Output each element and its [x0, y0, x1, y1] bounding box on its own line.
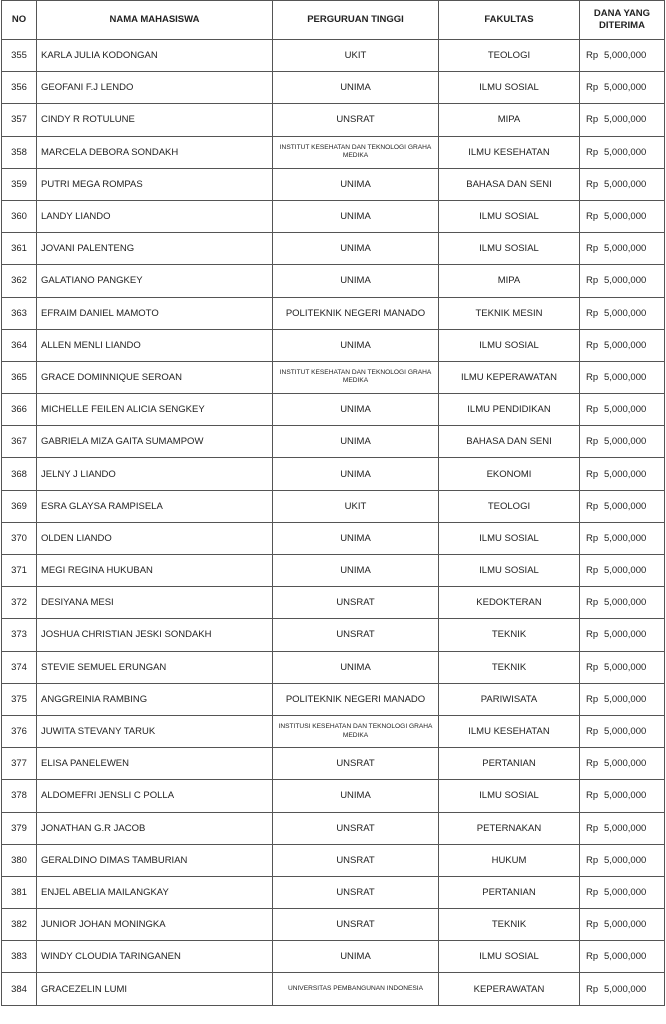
faculty: MIPA	[439, 104, 580, 136]
faculty: TEOLOGI	[439, 40, 580, 72]
student-name: MARCELA DEBORA SONDAKH	[37, 136, 273, 168]
student-name: ALLEN MENLI LIANDO	[37, 329, 273, 361]
row-number: 377	[2, 748, 37, 780]
university: UNIMA	[273, 394, 439, 426]
faculty: MIPA	[439, 265, 580, 297]
col-header-faculty: FAKULTAS	[439, 1, 580, 40]
student-name: GRACE DOMINNIQUE SEROAN	[37, 361, 273, 393]
currency-label: Rp	[586, 211, 599, 223]
faculty: BAHASA DAN SENI	[439, 426, 580, 458]
student-name: STEVIE SEMUEL ERUNGAN	[37, 651, 273, 683]
table-row	[2, 394, 665, 426]
amount-value: 5,000,000	[604, 886, 647, 898]
faculty: HUKUM	[439, 844, 580, 876]
faculty: TEKNIK	[439, 909, 580, 941]
row-number: 382	[2, 909, 37, 941]
table-row	[2, 683, 665, 715]
amount-value: 5,000,000	[604, 500, 647, 512]
university: UNIMA	[273, 72, 439, 104]
amount-cell	[580, 329, 665, 361]
student-name: CINDY R ROTULUNE	[37, 104, 273, 136]
university: UKIT	[273, 40, 439, 72]
table-row	[2, 973, 665, 1005]
student-name: GRACEZELIN LUMI	[37, 973, 273, 1005]
row-number: 371	[2, 555, 37, 587]
amount-cell	[580, 200, 665, 232]
faculty: ILMU SOSIAL	[439, 233, 580, 265]
table-row	[2, 329, 665, 361]
university: UNIMA	[273, 780, 439, 812]
student-name: GALATIANO PANGKEY	[37, 265, 273, 297]
university: UNSRAT	[273, 104, 439, 136]
university: UNSRAT	[273, 812, 439, 844]
row-number: 359	[2, 168, 37, 200]
table-row	[2, 490, 665, 522]
faculty: ILMU SOSIAL	[439, 329, 580, 361]
university: UNSRAT	[273, 619, 439, 651]
amount-cell	[580, 136, 665, 168]
student-name: EFRAIM DANIEL MAMOTO	[37, 297, 273, 329]
student-name: OLDEN LIANDO	[37, 522, 273, 554]
faculty: ILMU PENDIDIKAN	[439, 394, 580, 426]
amount-value: 5,000,000	[604, 436, 647, 448]
faculty: ILMU KESEHATAN	[439, 136, 580, 168]
university: UNIMA	[273, 265, 439, 297]
student-name: ENJEL ABELIA MAILANGKAY	[37, 876, 273, 908]
currency-label: Rp	[586, 919, 599, 931]
university: UNIMA	[273, 458, 439, 490]
row-number: 362	[2, 265, 37, 297]
row-number: 368	[2, 458, 37, 490]
table-header-row	[2, 1, 665, 40]
amount-cell	[580, 458, 665, 490]
currency-label: Rp	[586, 597, 599, 609]
row-number: 384	[2, 973, 37, 1005]
currency-label: Rp	[586, 629, 599, 641]
row-number: 381	[2, 876, 37, 908]
table-row	[2, 361, 665, 393]
amount-cell	[580, 909, 665, 941]
amount-cell	[580, 361, 665, 393]
faculty: ILMU SOSIAL	[439, 200, 580, 232]
university: INSTITUSI KESEHATAN DAN TEKNOLOGI GRAHA MEDIKA	[273, 715, 439, 747]
table-row	[2, 876, 665, 908]
faculty: TEKNIK MESIN	[439, 297, 580, 329]
table-row	[2, 812, 665, 844]
row-number: 366	[2, 394, 37, 426]
row-number: 380	[2, 844, 37, 876]
amount-value: 5,000,000	[604, 983, 647, 995]
currency-label: Rp	[586, 790, 599, 802]
row-number: 358	[2, 136, 37, 168]
row-number: 361	[2, 233, 37, 265]
student-name: ALDOMEFRI JENSLI C POLLA	[37, 780, 273, 812]
amount-cell	[580, 619, 665, 651]
amount-cell	[580, 748, 665, 780]
student-name: JUWITA STEVANY TARUK	[37, 715, 273, 747]
amount-value: 5,000,000	[604, 82, 647, 94]
currency-label: Rp	[586, 146, 599, 158]
row-number: 370	[2, 522, 37, 554]
col-header-amount	[580, 1, 665, 40]
university: UNIMA	[273, 200, 439, 232]
amount-value: 5,000,000	[604, 146, 647, 158]
faculty: PERTANIAN	[439, 748, 580, 780]
table-row	[2, 233, 665, 265]
faculty: ILMU SOSIAL	[439, 780, 580, 812]
university: UNSRAT	[273, 748, 439, 780]
student-name: MEGI REGINA HUKUBAN	[37, 555, 273, 587]
table-row	[2, 844, 665, 876]
currency-label: Rp	[586, 500, 599, 512]
table-row	[2, 72, 665, 104]
table-row	[2, 40, 665, 72]
table-row	[2, 200, 665, 232]
currency-label: Rp	[586, 468, 599, 480]
faculty: ILMU SOSIAL	[439, 72, 580, 104]
amount-value: 5,000,000	[604, 50, 647, 62]
university: POLITEKNIK NEGERI MANADO	[273, 683, 439, 715]
amount-value: 5,000,000	[604, 371, 647, 383]
row-number: 367	[2, 426, 37, 458]
faculty: ILMU SOSIAL	[439, 555, 580, 587]
amount-cell	[580, 40, 665, 72]
currency-label: Rp	[586, 307, 599, 319]
row-number: 360	[2, 200, 37, 232]
amount-value: 5,000,000	[604, 178, 647, 190]
amount-cell	[580, 780, 665, 812]
row-number: 369	[2, 490, 37, 522]
table-row	[2, 522, 665, 554]
amount-value: 5,000,000	[604, 854, 647, 866]
row-number: 379	[2, 812, 37, 844]
row-number: 356	[2, 72, 37, 104]
amount-value: 5,000,000	[604, 565, 647, 577]
col-header-no: NO	[2, 1, 37, 40]
amount-cell	[580, 973, 665, 1005]
row-number: 364	[2, 329, 37, 361]
university: UNIMA	[273, 941, 439, 973]
faculty: ILMU KESEHATAN	[439, 715, 580, 747]
currency-label: Rp	[586, 532, 599, 544]
currency-label: Rp	[586, 854, 599, 866]
currency-label: Rp	[586, 436, 599, 448]
student-name: GERALDINO DIMAS TAMBURIAN	[37, 844, 273, 876]
row-number: 375	[2, 683, 37, 715]
currency-label: Rp	[586, 371, 599, 383]
amount-cell	[580, 651, 665, 683]
currency-label: Rp	[586, 275, 599, 287]
student-name: JELNY J LIANDO	[37, 458, 273, 490]
faculty: ILMU SOSIAL	[439, 522, 580, 554]
university: UKIT	[273, 490, 439, 522]
amount-value: 5,000,000	[604, 758, 647, 770]
amount-value: 5,000,000	[604, 629, 647, 641]
currency-label: Rp	[586, 339, 599, 351]
table-row	[2, 909, 665, 941]
amount-value: 5,000,000	[604, 532, 647, 544]
faculty: TEKNIK	[439, 619, 580, 651]
amount-value: 5,000,000	[604, 307, 647, 319]
amount-cell	[580, 522, 665, 554]
table-row	[2, 265, 665, 297]
student-name: ELISA PANELEWEN	[37, 748, 273, 780]
amount-cell	[580, 72, 665, 104]
currency-label: Rp	[586, 983, 599, 995]
amount-cell	[580, 876, 665, 908]
currency-label: Rp	[586, 404, 599, 416]
row-number: 378	[2, 780, 37, 812]
student-name: MICHELLE FEILEN ALICIA SENGKEY	[37, 394, 273, 426]
amount-value: 5,000,000	[604, 468, 647, 480]
student-name: JUNIOR JOHAN MONINGKA	[37, 909, 273, 941]
table-row	[2, 651, 665, 683]
col-header-amount-line2: DITERIMA	[599, 20, 645, 31]
currency-label: Rp	[586, 82, 599, 94]
currency-label: Rp	[586, 758, 599, 770]
amount-value: 5,000,000	[604, 726, 647, 738]
col-header-amount-line1: DANA YANG	[593, 8, 651, 19]
student-name: WINDY CLOUDIA TARINGANEN	[37, 941, 273, 973]
university: UNIMA	[273, 329, 439, 361]
university: UNSRAT	[273, 844, 439, 876]
amount-value: 5,000,000	[604, 951, 647, 963]
student-name: KARLA JULIA KODONGAN	[37, 40, 273, 72]
faculty: TEKNIK	[439, 651, 580, 683]
table-row	[2, 941, 665, 973]
amount-cell	[580, 265, 665, 297]
faculty: PERTANIAN	[439, 876, 580, 908]
amount-value: 5,000,000	[604, 693, 647, 705]
amount-cell	[580, 715, 665, 747]
row-number: 363	[2, 297, 37, 329]
amount-value: 5,000,000	[604, 404, 647, 416]
currency-label: Rp	[586, 822, 599, 834]
faculty: KEPERAWATAN	[439, 973, 580, 1005]
currency-label: Rp	[586, 886, 599, 898]
row-number: 357	[2, 104, 37, 136]
row-number: 372	[2, 587, 37, 619]
currency-label: Rp	[586, 114, 599, 126]
student-name: PUTRI MEGA ROMPAS	[37, 168, 273, 200]
amount-cell	[580, 555, 665, 587]
amount-cell	[580, 683, 665, 715]
student-name: JOSHUA CHRISTIAN JESKI SONDAKH	[37, 619, 273, 651]
table-row	[2, 458, 665, 490]
table-row	[2, 136, 665, 168]
col-header-name: NAMA MAHASISWA	[37, 1, 273, 40]
amount-value: 5,000,000	[604, 597, 647, 609]
amount-cell	[580, 587, 665, 619]
row-number: 355	[2, 40, 37, 72]
amount-value: 5,000,000	[604, 919, 647, 931]
amount-value: 5,000,000	[604, 339, 647, 351]
amount-value: 5,000,000	[604, 243, 647, 255]
table-row	[2, 715, 665, 747]
amount-value: 5,000,000	[604, 790, 647, 802]
table-row	[2, 780, 665, 812]
table-row	[2, 297, 665, 329]
student-name: GEOFANI F.J LENDO	[37, 72, 273, 104]
amount-cell	[580, 941, 665, 973]
table-body	[2, 40, 665, 1006]
amount-cell	[580, 297, 665, 329]
university: UNIMA	[273, 168, 439, 200]
faculty: BAHASA DAN SENI	[439, 168, 580, 200]
university: UNSRAT	[273, 909, 439, 941]
amount-value: 5,000,000	[604, 822, 647, 834]
student-name: DESIYANA MESI	[37, 587, 273, 619]
faculty: PARIWISATA	[439, 683, 580, 715]
amount-cell	[580, 490, 665, 522]
student-name: GABRIELA MIZA GAITA SUMAMPOW	[37, 426, 273, 458]
university: UNSRAT	[273, 876, 439, 908]
student-name: ESRA GLAYSA RAMPISELA	[37, 490, 273, 522]
currency-label: Rp	[586, 50, 599, 62]
currency-label: Rp	[586, 693, 599, 705]
university: UNIVERSITAS PEMBANGUNAN INDONESIA	[273, 973, 439, 1005]
table-row	[2, 587, 665, 619]
amount-cell	[580, 104, 665, 136]
currency-label: Rp	[586, 661, 599, 673]
student-name: JONATHAN G.R JACOB	[37, 812, 273, 844]
amount-cell	[580, 844, 665, 876]
university: UNIMA	[273, 651, 439, 683]
amount-cell	[580, 394, 665, 426]
faculty: KEDOKTERAN	[439, 587, 580, 619]
amount-value: 5,000,000	[604, 275, 647, 287]
currency-label: Rp	[586, 178, 599, 190]
amount-cell	[580, 426, 665, 458]
university: UNSRAT	[273, 587, 439, 619]
amount-cell	[580, 233, 665, 265]
scholarship-table	[1, 0, 665, 1006]
row-number: 383	[2, 941, 37, 973]
student-name: ANGGREINIA RAMBING	[37, 683, 273, 715]
faculty: EKONOMI	[439, 458, 580, 490]
currency-label: Rp	[586, 726, 599, 738]
student-name: JOVANI PALENTENG	[37, 233, 273, 265]
row-number: 365	[2, 361, 37, 393]
col-header-university: PERGURUAN TINGGI	[273, 1, 439, 40]
amount-value: 5,000,000	[604, 211, 647, 223]
faculty: ILMU KEPERAWATAN	[439, 361, 580, 393]
table-row	[2, 104, 665, 136]
university: UNIMA	[273, 233, 439, 265]
table-row	[2, 555, 665, 587]
currency-label: Rp	[586, 951, 599, 963]
row-number: 376	[2, 715, 37, 747]
table-row	[2, 426, 665, 458]
amount-cell	[580, 812, 665, 844]
row-number: 374	[2, 651, 37, 683]
faculty: PETERNAKAN	[439, 812, 580, 844]
university: UNIMA	[273, 522, 439, 554]
university: POLITEKNIK NEGERI MANADO	[273, 297, 439, 329]
student-name: LANDY LIANDO	[37, 200, 273, 232]
currency-label: Rp	[586, 565, 599, 577]
currency-label: Rp	[586, 243, 599, 255]
table-row	[2, 168, 665, 200]
amount-value: 5,000,000	[604, 661, 647, 673]
row-number: 373	[2, 619, 37, 651]
faculty: ILMU SOSIAL	[439, 941, 580, 973]
faculty: TEOLOGI	[439, 490, 580, 522]
amount-value: 5,000,000	[604, 114, 647, 126]
table-row	[2, 619, 665, 651]
university: UNIMA	[273, 426, 439, 458]
university: INSTITUT KESEHATAN DAN TEKNOLOGI GRAHA MEDIKA	[273, 136, 439, 168]
table-row	[2, 748, 665, 780]
university: INSTITUT KESEHATAN DAN TEKNOLOGI GRAHA MEDIKA	[273, 361, 439, 393]
university: UNIMA	[273, 555, 439, 587]
amount-cell	[580, 168, 665, 200]
